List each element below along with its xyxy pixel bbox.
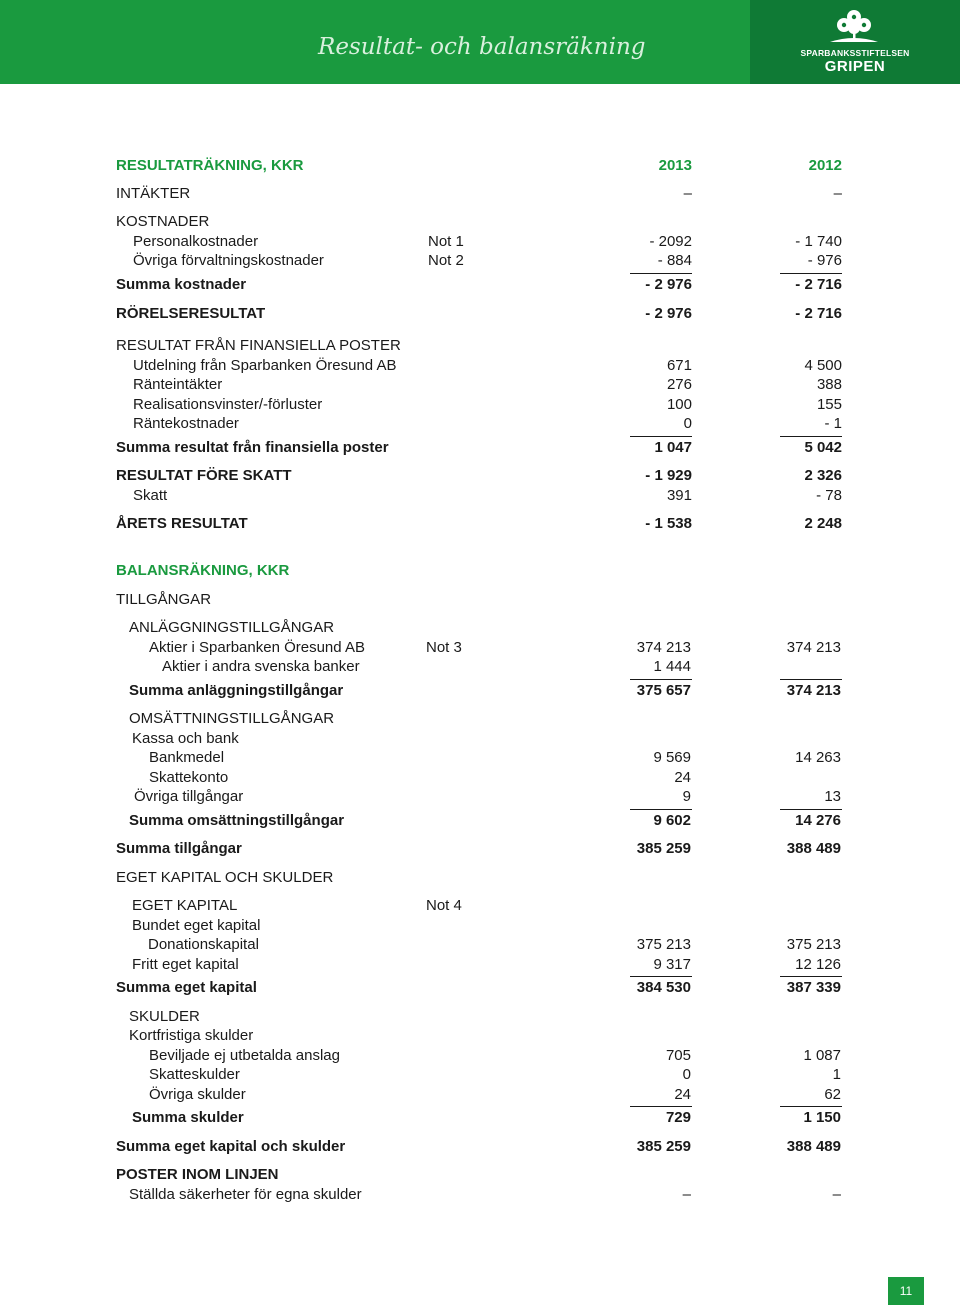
poster-inom-row (0, 1165, 960, 1185)
row-label: Beviljade ej utbetalda anslag (149, 1047, 340, 1064)
value-2012: – (832, 1186, 841, 1203)
row-label: Övriga förvaltningskostnader (133, 252, 324, 269)
row-label: RESULTAT FRÅN FINANSIELLA POSTER (116, 337, 401, 354)
sum-rule (780, 1106, 842, 1107)
row-label: Aktier i andra svenska banker (162, 658, 360, 675)
sum-rule (780, 679, 842, 680)
sum-rule (630, 1106, 692, 1107)
skatteskulder-row (0, 1065, 960, 1085)
logo-text-foundation: SPARBANKSSTIFTELSEN (800, 48, 910, 58)
row-label: Skattekonto (149, 769, 229, 786)
row-label: Summa eget kapital (116, 979, 257, 996)
summa-tillg-row (0, 839, 960, 859)
row-label: Övriga tillgångar (134, 788, 244, 805)
value-2013: 375 657 (636, 682, 691, 699)
fritt-row (0, 955, 960, 975)
kassa-row (0, 729, 960, 749)
summa-eget-row (0, 978, 960, 998)
row-label: Summa eget kapital och skulder (116, 1138, 346, 1155)
row-label: Ränteintäkter (133, 376, 223, 393)
row-label: Räntekostnader (133, 415, 239, 432)
value-2013: 1 444 (653, 658, 691, 675)
ranteintakter-row (0, 375, 960, 395)
row-label: Aktier i Sparbanken Öresund AB (149, 639, 365, 656)
row-label: POSTER INOM LINJEN (116, 1166, 279, 1183)
row-label: Summa resultat från finansiella poster (116, 439, 389, 456)
row-label: Summa skulder (132, 1109, 244, 1126)
summa-oms-row (0, 811, 960, 831)
row-label: Fritt eget kapital (132, 956, 239, 973)
row-label: INTÄKTER (116, 185, 191, 202)
bankmedel-row (0, 748, 960, 768)
row-label: EGET KAPITAL (132, 897, 238, 914)
row-label: Skatteskulder (149, 1066, 240, 1083)
rorelseresultat-row (0, 304, 960, 324)
skatt-row (0, 486, 960, 506)
value-2012: - 78 (816, 487, 842, 504)
value-2013: 391 (666, 487, 692, 504)
value-2012: 1 150 (803, 1109, 841, 1126)
realisation-row (0, 395, 960, 415)
sum-rule (630, 436, 692, 437)
value-2013: 385 259 (636, 840, 691, 857)
value-2013: – (683, 185, 692, 202)
value-2012: - 1 (824, 415, 842, 432)
row-label: Donationskapital (148, 936, 259, 953)
income-heading-row (0, 156, 960, 176)
value-2013: 729 (665, 1109, 691, 1126)
skattekonto-row (0, 768, 960, 788)
value-2013: 0 (682, 1066, 691, 1083)
row-label: OMSÄTTNINGSTILLGÅNGAR (129, 710, 335, 727)
value-2012: 1 087 (803, 1047, 841, 1064)
balance-heading: BALANSRÄKNING, KKR (116, 562, 290, 579)
value-2012: 14 276 (795, 812, 841, 829)
omsattning-heading-row (0, 709, 960, 729)
value-2013: - 884 (657, 252, 692, 269)
note-ref: Not 1 (428, 233, 464, 250)
aktier-sb-row (0, 638, 960, 658)
summa-fin-row (0, 438, 960, 458)
value-2013: 375 213 (636, 936, 691, 953)
value-2012: 374 213 (786, 682, 841, 699)
value-2012: 388 489 (786, 840, 841, 857)
row-label: Kortfristiga skulder (129, 1027, 254, 1044)
row-label: TILLGÅNGAR (116, 591, 212, 608)
row-label: KOSTNADER (116, 213, 210, 230)
summa-anl-row (0, 681, 960, 701)
value-2012: 387 339 (786, 979, 841, 996)
value-2013: 9 317 (653, 956, 691, 973)
skulder-heading-row (0, 1007, 960, 1027)
row-label: RESULTAT FÖRE SKATT (116, 467, 292, 484)
value-2013: 9 (682, 788, 691, 805)
value-2012: – (833, 185, 842, 202)
finansiella-heading-row (0, 336, 960, 356)
value-2013: 24 (674, 1086, 691, 1103)
value-2013: 24 (674, 769, 691, 786)
value-2012: 5 042 (804, 439, 842, 456)
aktier-andra-row (0, 657, 960, 677)
utdelning-row (0, 356, 960, 376)
value-2013: 671 (666, 357, 692, 374)
row-label: Skatt (133, 487, 168, 504)
clover-logo-icon (826, 8, 882, 44)
value-2012: 1 (832, 1066, 841, 1083)
stallda-row (0, 1185, 960, 1205)
sum-rule (630, 679, 692, 680)
anlaggning-heading-row (0, 618, 960, 638)
sum-rule (630, 809, 692, 810)
value-2012: 388 (816, 376, 842, 393)
value-2012: - 2 716 (795, 276, 842, 293)
value-2012: - 976 (807, 252, 842, 269)
value-2012: 374 213 (786, 639, 841, 656)
sum-rule (780, 436, 842, 437)
arets-resultat-row (0, 514, 960, 534)
note-ref: Not 4 (426, 897, 462, 914)
sum-rule (630, 976, 692, 977)
value-2013: – (682, 1186, 691, 1203)
row-label: Bankmedel (149, 749, 225, 766)
value-2012: - 2 716 (795, 305, 842, 322)
value-2012: 155 (816, 396, 842, 413)
value-2013: - 1 929 (645, 467, 692, 484)
ovriga-skulder-row (0, 1085, 960, 1105)
sum-rule (780, 273, 842, 274)
value-2012: - 1 740 (795, 233, 842, 250)
value-2013: 705 (665, 1047, 691, 1064)
eget-kapital-heading-row (0, 896, 960, 916)
summa-skulder-row (0, 1108, 960, 1128)
personal-row (0, 232, 960, 252)
income-heading: RESULTATRÄKNING, KKR (116, 157, 304, 174)
row-label: Realisationsvinster/-förluster (133, 396, 323, 413)
beviljade-row (0, 1046, 960, 1066)
row-label: ANLÄGGNINGSTILLGÅNGAR (129, 619, 335, 636)
row-label: Kassa och bank (132, 730, 239, 747)
value-2013: 276 (666, 376, 692, 393)
value-2012: 62 (824, 1086, 841, 1103)
page-number: 11 (888, 1277, 924, 1305)
row-label: Ställda säkerheter för egna skulder (129, 1186, 362, 1203)
ovriga-tillg-row (0, 787, 960, 807)
bundet-row (0, 916, 960, 936)
value-2013: - 2 976 (645, 305, 692, 322)
note-ref: Not 3 (426, 639, 462, 656)
note-ref: Not 2 (428, 252, 464, 269)
row-label: RÖRELSERESULTAT (116, 305, 266, 322)
value-2012: 388 489 (786, 1138, 841, 1155)
eget-och-skulder-row (0, 868, 960, 888)
year-2012: 2012 (808, 157, 842, 174)
page-title: Resultat- och balansräkning (318, 34, 646, 60)
balance-heading-row (0, 561, 960, 581)
row-label: Summa omsättningstillgångar (129, 812, 345, 829)
row-label: Utdelning från Sparbanken Öresund AB (133, 357, 397, 374)
value-2013: - 2092 (649, 233, 692, 250)
value-2013: - 2 976 (645, 276, 692, 293)
rantekostnader-row (0, 414, 960, 434)
ovriga-forv-row (0, 251, 960, 271)
row-label: Bundet eget kapital (132, 917, 261, 934)
value-2013: 9 602 (653, 812, 691, 829)
logo-text-gripen: GRIPEN (824, 58, 886, 75)
sum-rule (780, 976, 842, 977)
row-label: SKULDER (129, 1008, 200, 1025)
row-label: Summa tillgångar (116, 840, 242, 857)
value-2012: 375 213 (786, 936, 841, 953)
value-2012: 2 248 (804, 515, 842, 532)
donation-row (0, 935, 960, 955)
value-2013: 385 259 (636, 1138, 691, 1155)
kortfristiga-row (0, 1026, 960, 1046)
value-2013: 100 (666, 396, 692, 413)
value-2013: 9 569 (653, 749, 691, 766)
value-2013: 374 213 (636, 639, 691, 656)
value-2012: 12 126 (795, 956, 841, 973)
summa-eget-skulder-row (0, 1137, 960, 1157)
value-2012: 13 (824, 788, 841, 805)
value-2012: 14 263 (795, 749, 841, 766)
value-2013: - 1 538 (645, 515, 692, 532)
row-label: Summa kostnader (116, 276, 247, 293)
value-2012: 4 500 (804, 357, 842, 374)
sum-rule (780, 809, 842, 810)
tillgangar-row (0, 590, 960, 610)
sum-rule (630, 273, 692, 274)
row-label: ÅRETS RESULTAT (116, 515, 248, 532)
row-label: EGET KAPITAL OCH SKULDER (116, 869, 334, 886)
row-label: Personalkostnader (133, 233, 259, 250)
kostnader-heading-row (0, 212, 960, 232)
row-label: Övriga skulder (149, 1086, 246, 1103)
fore-skatt-row (0, 466, 960, 486)
value-2013: 1 047 (654, 439, 692, 456)
year-2013: 2013 (658, 157, 692, 174)
value-2012: 2 326 (804, 467, 842, 484)
value-2013: 0 (683, 415, 692, 432)
intakter-row (0, 184, 960, 204)
value-2013: 384 530 (636, 979, 691, 996)
row-label: Summa anläggningstillgångar (129, 682, 344, 699)
summa-kostnader-row (0, 275, 960, 295)
